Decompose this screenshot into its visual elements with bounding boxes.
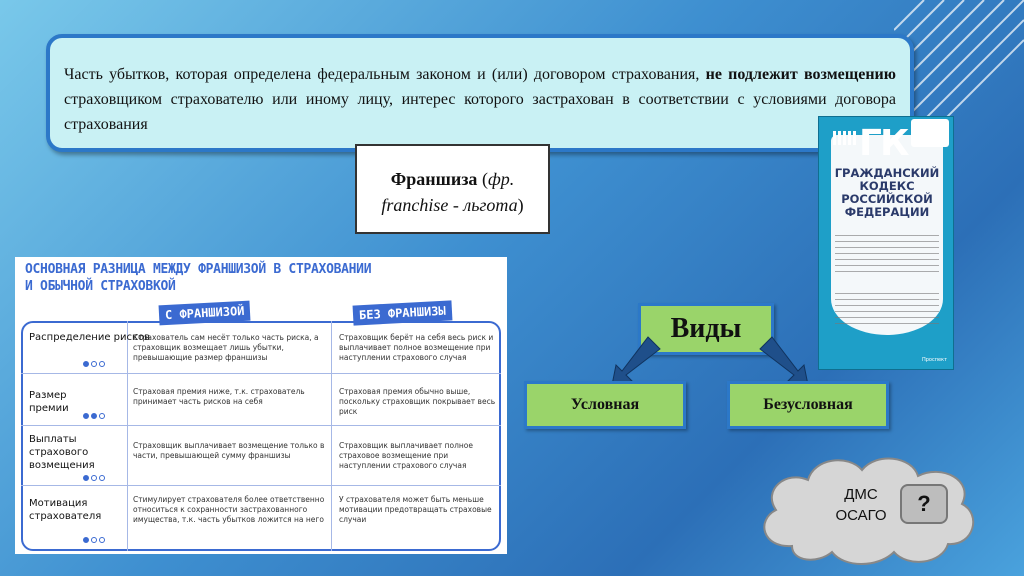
comparison-title	[25, 261, 371, 295]
row-label: Выплаты страхового возмещения	[29, 434, 95, 471]
definition-bold-text: не подлежит возмещению	[705, 66, 896, 83]
row-without-text: Страховщик выплачивает полное страховое возмещение при наступлении страхового случая	[339, 441, 473, 470]
row-label: Мотивация страхователя	[29, 498, 102, 522]
book-fine-print-2	[835, 293, 939, 327]
row-dots-indicator	[83, 537, 107, 543]
franchise-etym-lang: фр.	[487, 169, 515, 189]
type-unconditional: Безусловная	[727, 381, 889, 429]
definition-text-part1: Часть убытков, которая определена федеральным законом и (или) договором страхования,	[64, 66, 706, 83]
comparison-title-line1: ОСНОВНАЯ РАЗНИЦА МЕЖДУ ФРАНШИЗОЙ В СТРАХОВАНИИ	[25, 262, 372, 277]
cloud-line-osago: ОСАГО	[835, 507, 887, 524]
cloud-line-dms: ДМС	[844, 486, 878, 503]
cloud-text	[818, 484, 904, 526]
definition-text-part2: страховщиком страхователю или иному лицу, интерес которого застрахован в соответствии с условиями договора страхования	[64, 91, 896, 133]
book-bars-decoration	[833, 131, 857, 145]
table-row	[21, 373, 501, 426]
franchise-etym-word: franchise - льгота	[381, 195, 518, 215]
types-header: Виды	[638, 303, 774, 355]
row-label: Размер премии	[29, 390, 69, 414]
definition-box	[46, 34, 914, 152]
book-title: ГРАЖДАНСКИЙ КОДЕКС РОССИЙСКОЙ ФЕДЕРАЦИИ	[834, 166, 940, 219]
franchise-paren-open: (	[477, 169, 488, 189]
book-publisher: Проспект	[921, 357, 947, 363]
table-row	[21, 425, 501, 486]
franchise-paren-close: )	[517, 195, 524, 215]
row-dots-indicator	[83, 413, 107, 419]
franchise-term: Франшиза	[390, 169, 478, 189]
column-header-without-franchise: БЕЗ ФРАНШИЗЫ	[353, 300, 453, 325]
row-with-text: Страхователь сам несёт только часть риска, а страховщик возмещает лишь убытки, превышающие размер франшизы	[133, 333, 319, 362]
row-with-text: Стимулирует страхователя более ответственно относиться к сохранности застрахованного имущества, т.к. часть убытков ложится на него	[133, 495, 325, 524]
franchise-term-box	[355, 144, 550, 234]
row-dots-indicator	[83, 475, 107, 481]
comparison-table-image	[15, 257, 507, 554]
book-sticker	[911, 119, 949, 147]
row-label: Распределение рисков	[29, 332, 151, 343]
table-row	[21, 485, 501, 551]
row-without-text: Страховая премия обычно выше, поскольку страховщик покрывает весь риск	[339, 387, 496, 416]
type-conditional: Условная	[524, 381, 686, 429]
column-header-with-franchise: С ФРАНШИЗОЙ	[159, 301, 251, 326]
row-with-text: Страховщик выплачивает возмещение только в части, превышающей сумму франшизы	[133, 441, 325, 460]
row-dots-indicator	[83, 361, 107, 367]
row-without-text: У страхователя может быть меньше мотивации предотвращать страховые случаи	[339, 495, 492, 524]
row-without-text: Страховщик берёт на себя весь риск и выплачивает полное возмещение при наступлении страхового случая	[339, 333, 494, 362]
question-button[interactable]: ?	[900, 484, 948, 524]
table-row	[21, 321, 501, 374]
book-badge: ГК	[859, 123, 908, 164]
comparison-title-line2: И ОБЫЧНОЙ СТРАХОВКОЙ	[25, 279, 176, 294]
row-with-text: Страховая премия ниже, т.к. страхователь принимает часть рисков на себя	[133, 387, 305, 406]
book-fine-print	[835, 235, 939, 275]
civil-code-book-image	[818, 116, 954, 370]
